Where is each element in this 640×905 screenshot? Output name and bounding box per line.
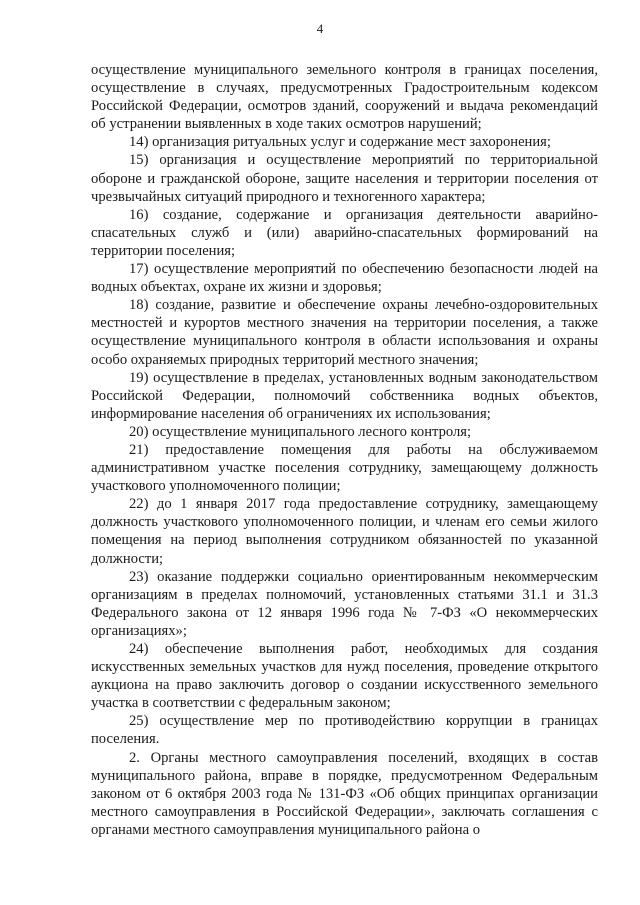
paragraph-item-15: 15) организация и осуществление мероприятий по территориальной обороне и гражданской обороне, защите населения и территории поселения от чрезвычайных ситуаций природного и техногенного характера; (91, 152, 598, 205)
paragraph-item-17: 17) осуществление мероприятий по обеспечению безопасности людей на водных объектах, охране их жизни и здоровья; (91, 261, 598, 296)
paragraph-item-22: 22) до 1 января 2017 года предоставление сотруднику, замещающему должность участкового уполномоченного полиции, и членам его семьи жилого помещения на период выполнения сотрудником обязанностей по указанной должности; (91, 496, 598, 567)
paragraph-item-14: 14) организация ритуальных услуг и содержание мест захоронения; (129, 134, 551, 151)
page-number: 4 (316, 21, 324, 36)
paragraph-item-19: 19) осуществление в пределах, установленных водным законодательством Российской Федерации, полномочий собственника водных объектов, информирование населения об ограничениях их использования; (91, 369, 598, 422)
paragraph-item-16: 16) создание, содержание и организация деятельности аварийно-спасательных служб и (или) аварийно-спасательных формирований на территории поселения; (91, 206, 598, 259)
paragraph-item-23: 23) оказание поддержки социально ориентированным некоммерческим организациям в пределах полномочий, установленных статьями 31.1 и 31.3 Федерального закона от 12 января 1996 года № 7-ФЗ «О некоммерческих организациях»; (91, 568, 598, 639)
paragraph-item-24: 24) обеспечение выполнения работ, необходимых для создания искусственных земельных участков для нужд поселения, проведение открытого аукциона на право заключить договор о создании искусственного земельного участка в соответствии с федеральным законом; (91, 641, 598, 712)
paragraph-section-2: 2. Органы местного самоуправления поселений, входящих в состав муниципального района, вправе в порядке, предусмотренном Федеральным законом от 6 октября 2003 года № 131-ФЗ «Об общих принципах организации местного самоуправления в Российской Федерации», заключать соглашения с органами местного самоуправления муниципального района о (91, 749, 598, 838)
document-body (91, 61, 598, 839)
paragraph-item-18: 18) создание, развитие и обеспечение охраны лечебно-оздоровительных местностей и курортов местного значения на территории поселения, а также осуществление муниципального контроля в области использования и охраны особо охраняемых природных территорий местного значения; (91, 297, 598, 368)
paragraph-item-25: 25) осуществление мер по противодействию коррупции в границах поселения. (91, 713, 598, 748)
paragraph-item-21: 21) предоставление помещения для работы на обслуживаемом административном участке поселения сотруднику, замещающему должность участкового уполномоченного полиции; (91, 441, 598, 495)
paragraph-item-20: 20) осуществление муниципального лесного контроля; (129, 423, 472, 440)
paragraph-continuation: осуществление муниципального земельного контроля в границах поселения, осуществление в случаях, предусмотренных Градостроительным кодексом Российской Федерации, осмотров зданий, сооружений и выдача рекомендаций об устранении выявленных в ходе таких осмотров нарушений; (91, 62, 598, 133)
